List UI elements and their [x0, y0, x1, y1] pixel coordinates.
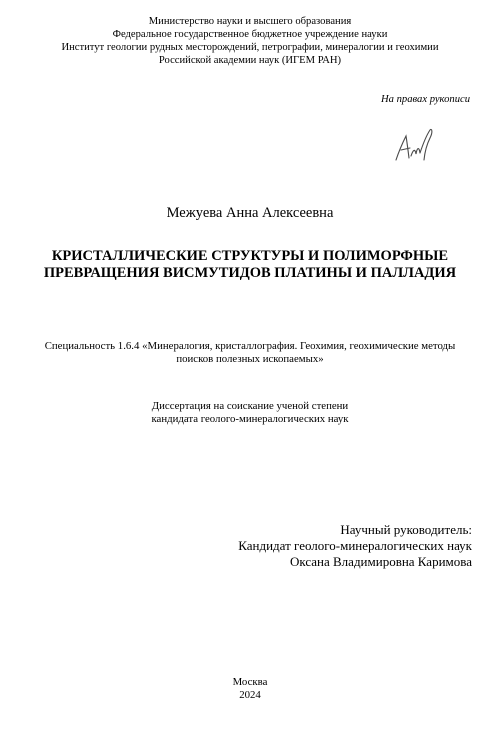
title-line-1: КРИСТАЛЛИЧЕСКИЕ СТРУКТУРЫ И ПОЛИМОРФНЫЕ — [51, 248, 449, 264]
specialty-line-2: поисков полезных ископаемых» — [176, 353, 324, 365]
institution-line-2: Федеральное государственное бюджетное учреждение науки — [112, 29, 388, 40]
specialty-line-1: Специальность 1.6.4 «Минералогия, кристаллография. Геохимия, геохимические методы — [44, 340, 456, 352]
dissertation-title — [0, 248, 500, 282]
supervisor-degree: Кандидат геолого-минералогических наук — [238, 538, 472, 553]
degree-line-1: Диссертация на соискание ученой степени — [151, 400, 349, 412]
supervisor-name: Оксана Владимировна Каримова — [289, 554, 472, 569]
specialty — [0, 340, 500, 366]
institution-line-1: Министерство науки и высшего образования — [148, 16, 352, 27]
degree-line-2: кандидата геолого-минералогических наук — [151, 413, 349, 425]
institution-header — [0, 15, 500, 67]
institution-line-3: Институт геологии рудных месторождений, петрографии, минералогии и геохимии — [61, 42, 439, 53]
institution-line-4: Российской академии наук (ИГЕМ РАН) — [158, 55, 342, 66]
footer-year: 2024 — [239, 689, 261, 701]
signature-mark — [392, 120, 442, 170]
rights-notice: На правах рукописи — [381, 94, 470, 105]
footer — [0, 676, 500, 702]
supervisor-block — [172, 522, 472, 570]
footer-city: Москва — [232, 676, 268, 688]
supervisor-label: Научный руководитель: — [340, 522, 472, 537]
title-line-2: ПРЕВРАЩЕНИЯ ВИСМУТИДОВ ПЛАТИНЫ И ПАЛЛАДИЯ — [43, 265, 457, 281]
author-name: Межуева Анна Алексеевна — [166, 205, 334, 221]
dissertation-degree — [0, 400, 500, 426]
